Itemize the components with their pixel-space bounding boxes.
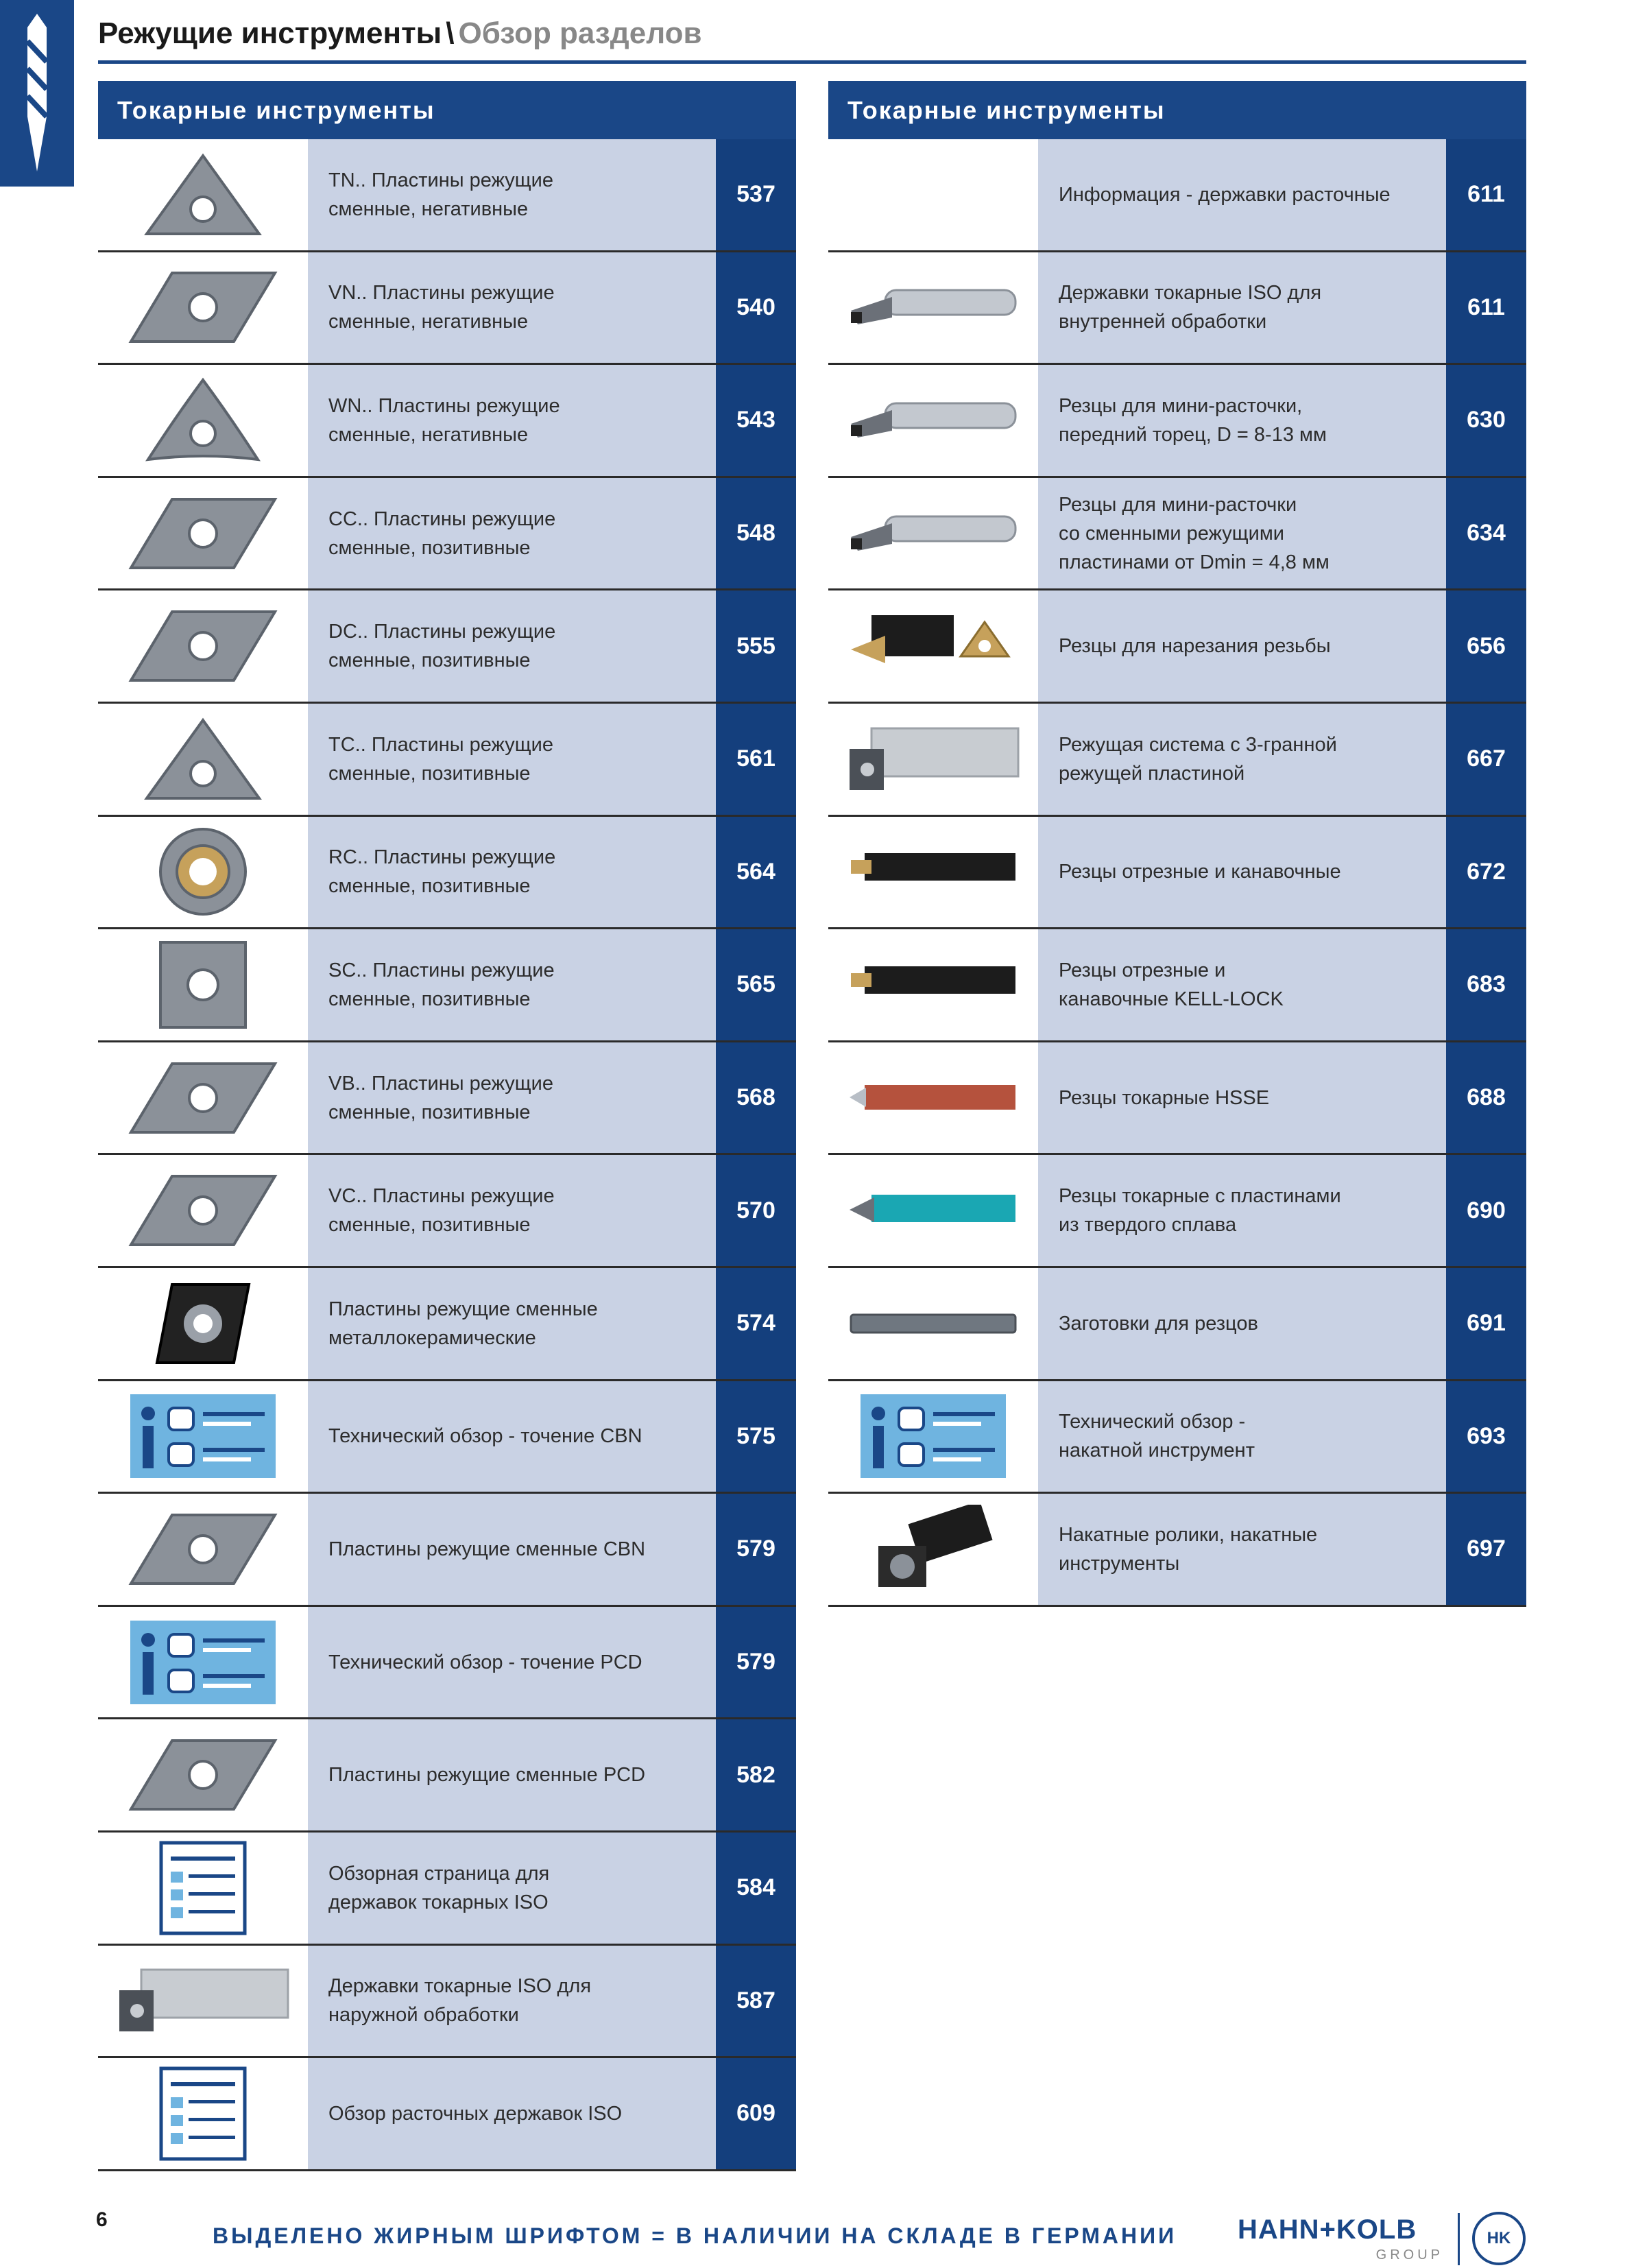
logo-name: HAHN+KOLB: [1238, 2215, 1417, 2245]
overview-list-icon: [98, 1833, 308, 1944]
left-column: [98, 81, 796, 2171]
left-row: [98, 1833, 796, 1946]
row-description: Пластины режущие сменные PCD: [308, 1719, 716, 1830]
row-page-number: 691: [1446, 1268, 1526, 1379]
left-row: [98, 1381, 796, 1494]
row-description: Резцы токарные HSSE: [1038, 1042, 1446, 1154]
right-row: [828, 590, 1526, 704]
left-row: [98, 1607, 796, 1720]
row-description: VC.. Пластины режущие сменные, позитивные: [308, 1155, 716, 1266]
overview-list-icon: [98, 2058, 308, 2169]
row-page-number: 693: [1446, 1381, 1526, 1492]
rhombus-insert-icon: [98, 590, 308, 702]
right-row: [828, 704, 1526, 817]
row-page-number: 564: [716, 817, 796, 928]
row-page-number: 584: [716, 1833, 796, 1944]
right-row: [828, 1494, 1526, 1607]
square-insert-icon: [98, 929, 308, 1040]
row-page-number: 574: [716, 1268, 796, 1379]
row-description: Державки токарные ISO для наружной обработки: [308, 1946, 716, 2057]
row-description: SC.. Пластины режущие сменные, позитивные: [308, 929, 716, 1040]
row-description: WN.. Пластины режущие сменные, негативные: [308, 365, 716, 476]
row-description: Режущая система с 3-гранной режущей пластиной: [1038, 704, 1446, 815]
right-row: [828, 929, 1526, 1042]
logo-group: GROUP: [1375, 2247, 1443, 2263]
row-page-number: 634: [1446, 478, 1526, 589]
tool-holder-icon: [828, 704, 1038, 815]
row-description: Пластины режущие сменные CBN: [308, 1494, 716, 1605]
left-row: [98, 139, 796, 252]
title-separator: \: [446, 16, 455, 50]
left-row: [98, 1042, 796, 1156]
left-row: [98, 704, 796, 817]
knurling-tool-icon: [828, 1494, 1038, 1605]
row-description: Резцы для нарезания резьбы: [1038, 590, 1446, 702]
row-page-number: 568: [716, 1042, 796, 1154]
row-description: VN.. Пластины режущие сменные, негативные: [308, 252, 716, 363]
right-row: [828, 139, 1526, 252]
row-description: Резцы отрезные и канавочные KELL-LOCK: [1038, 929, 1446, 1040]
row-page-number: 587: [716, 1946, 796, 2057]
row-page-number: 611: [1446, 139, 1526, 250]
rhombus-insert-icon: [98, 1155, 308, 1266]
hahn-kolb-logo: [1238, 2212, 1526, 2267]
logo-badge: [1472, 2212, 1526, 2265]
left-rows: [98, 139, 796, 2171]
left-row: [98, 929, 796, 1042]
row-description: Технический обзор - точение CBN: [308, 1381, 716, 1492]
left-row: [98, 252, 796, 366]
row-description: CC.. Пластины режущие сменные, позитивные: [308, 478, 716, 589]
right-row: [828, 365, 1526, 478]
left-row: [98, 1155, 796, 1268]
rhombus-insert-icon: [98, 1042, 308, 1154]
rhombus-insert-icon: [98, 478, 308, 589]
logo-badge-text: HK: [1487, 2229, 1511, 2247]
row-page-number: 570: [716, 1155, 796, 1266]
tool-holder-icon: [98, 1946, 308, 2057]
boring-bar-icon: [828, 365, 1038, 476]
threading-tool-icon: [828, 590, 1038, 702]
trigon-insert-icon: [98, 365, 308, 476]
cermet-insert-icon: [98, 1268, 308, 1379]
row-page-number: 579: [716, 1607, 796, 1718]
logo-divider: [1458, 2213, 1460, 2265]
row-page-number: 630: [1446, 365, 1526, 476]
row-description: Обзорная страница для державок токарных ISO: [308, 1833, 716, 1944]
row-page-number: 565: [716, 929, 796, 1040]
header-rule: [98, 60, 1526, 64]
row-description: TC.. Пластины режущие сменные, позитивные: [308, 704, 716, 815]
parting-tool-icon: [828, 929, 1038, 1040]
row-description: Накатные ролики, накатные инструменты: [1038, 1494, 1446, 1605]
stock-note: ВЫДЕЛЕНО ЖИРНЫМ ШРИФТОМ = В НАЛИЧИИ НА СКЛАДЕ В ГЕРМАНИИ: [213, 2223, 1177, 2248]
section-side-tab: [0, 0, 74, 187]
row-description: Технический обзор - точение PCD: [308, 1607, 716, 1718]
row-description: Резцы для мини-расточки со сменными режущими пластинами от Dmin = 4,8 мм: [1038, 478, 1446, 589]
rhombus-insert-icon: [98, 1494, 308, 1605]
row-description: Обзор расточных державок ISO: [308, 2058, 716, 2169]
triangle-insert-icon: [98, 704, 308, 815]
row-description: RC.. Пластины режущие сменные, позитивные: [308, 817, 716, 928]
row-description: DC.. Пластины режущие сменные, позитивные: [308, 590, 716, 702]
row-description: Пластины режущие сменные металлокерамические: [308, 1268, 716, 1379]
row-description: VB.. Пластины режущие сменные, позитивные: [308, 1042, 716, 1154]
boring-bar-icon: [828, 478, 1038, 589]
right-row: [828, 1155, 1526, 1268]
right-row: [828, 1268, 1526, 1381]
right-row: [828, 1381, 1526, 1494]
row-page-number: 672: [1446, 817, 1526, 928]
row-page-number: 697: [1446, 1494, 1526, 1605]
row-description: Державки токарные ISO для внутренней обработки: [1038, 252, 1446, 363]
page-number: 6: [96, 2208, 108, 2231]
carbide-tool-icon: [828, 1155, 1038, 1266]
left-row: [98, 2058, 796, 2171]
drill-icon: [12, 14, 62, 171]
parting-tool-icon: [828, 817, 1038, 928]
row-page-number: 582: [716, 1719, 796, 1830]
boring-bar-icon: [828, 252, 1038, 363]
page-subtitle: Обзор разделов: [458, 16, 702, 50]
right-row: [828, 478, 1526, 591]
left-row: [98, 590, 796, 704]
rhombus-insert-icon: [98, 252, 308, 363]
row-page-number: 543: [716, 365, 796, 476]
blank-bar-icon: [828, 1268, 1038, 1379]
left-row: [98, 365, 796, 478]
row-page-number: 667: [1446, 704, 1526, 815]
row-page-number: 683: [1446, 929, 1526, 1040]
right-row: [828, 252, 1526, 366]
info-icon: [98, 1381, 308, 1492]
row-page-number: 561: [716, 704, 796, 815]
row-description: Резцы отрезные и канавочные: [1038, 817, 1446, 928]
triangle-insert-icon: [98, 139, 308, 250]
right-column-heading: Токарные инструменты: [828, 81, 1526, 139]
page-title-main: Режущие инструменты: [98, 16, 442, 50]
row-page-number: 611: [1446, 252, 1526, 363]
left-row: [98, 1268, 796, 1381]
row-description: Резцы для мини-расточки, передний торец, D = 8-13 мм: [1038, 365, 1446, 476]
row-description: Заготовки для резцов: [1038, 1268, 1446, 1379]
page-title: [98, 16, 702, 51]
info-icon: [828, 1381, 1038, 1492]
row-description: Технический обзор - накатной инструмент: [1038, 1381, 1446, 1492]
row-description: Резцы токарные с пластинами из твердого сплава: [1038, 1155, 1446, 1266]
left-row: [98, 1946, 796, 2059]
row-page-number: 656: [1446, 590, 1526, 702]
right-row: [828, 1042, 1526, 1156]
blank-icon: [828, 139, 1038, 250]
left-row: [98, 1494, 796, 1607]
row-page-number: 555: [716, 590, 796, 702]
left-column-heading: Токарные инструменты: [98, 81, 796, 139]
left-row: [98, 817, 796, 930]
row-description: Информация - державки расточные: [1038, 139, 1446, 250]
info-icon: [98, 1607, 308, 1718]
left-row: [98, 1719, 796, 1833]
row-description: TN.. Пластины режущие сменные, негативные: [308, 139, 716, 250]
row-page-number: 609: [716, 2058, 796, 2169]
right-column: [828, 81, 1526, 1607]
right-row: [828, 817, 1526, 930]
row-page-number: 575: [716, 1381, 796, 1492]
row-page-number: 579: [716, 1494, 796, 1605]
rhombus-insert-icon: [98, 1719, 308, 1830]
left-row: [98, 478, 796, 591]
row-page-number: 688: [1446, 1042, 1526, 1154]
row-page-number: 690: [1446, 1155, 1526, 1266]
row-page-number: 540: [716, 252, 796, 363]
row-page-number: 537: [716, 139, 796, 250]
right-rows: [828, 139, 1526, 1607]
hsse-tool-icon: [828, 1042, 1038, 1154]
row-page-number: 548: [716, 478, 796, 589]
round-insert-icon: [98, 817, 308, 928]
